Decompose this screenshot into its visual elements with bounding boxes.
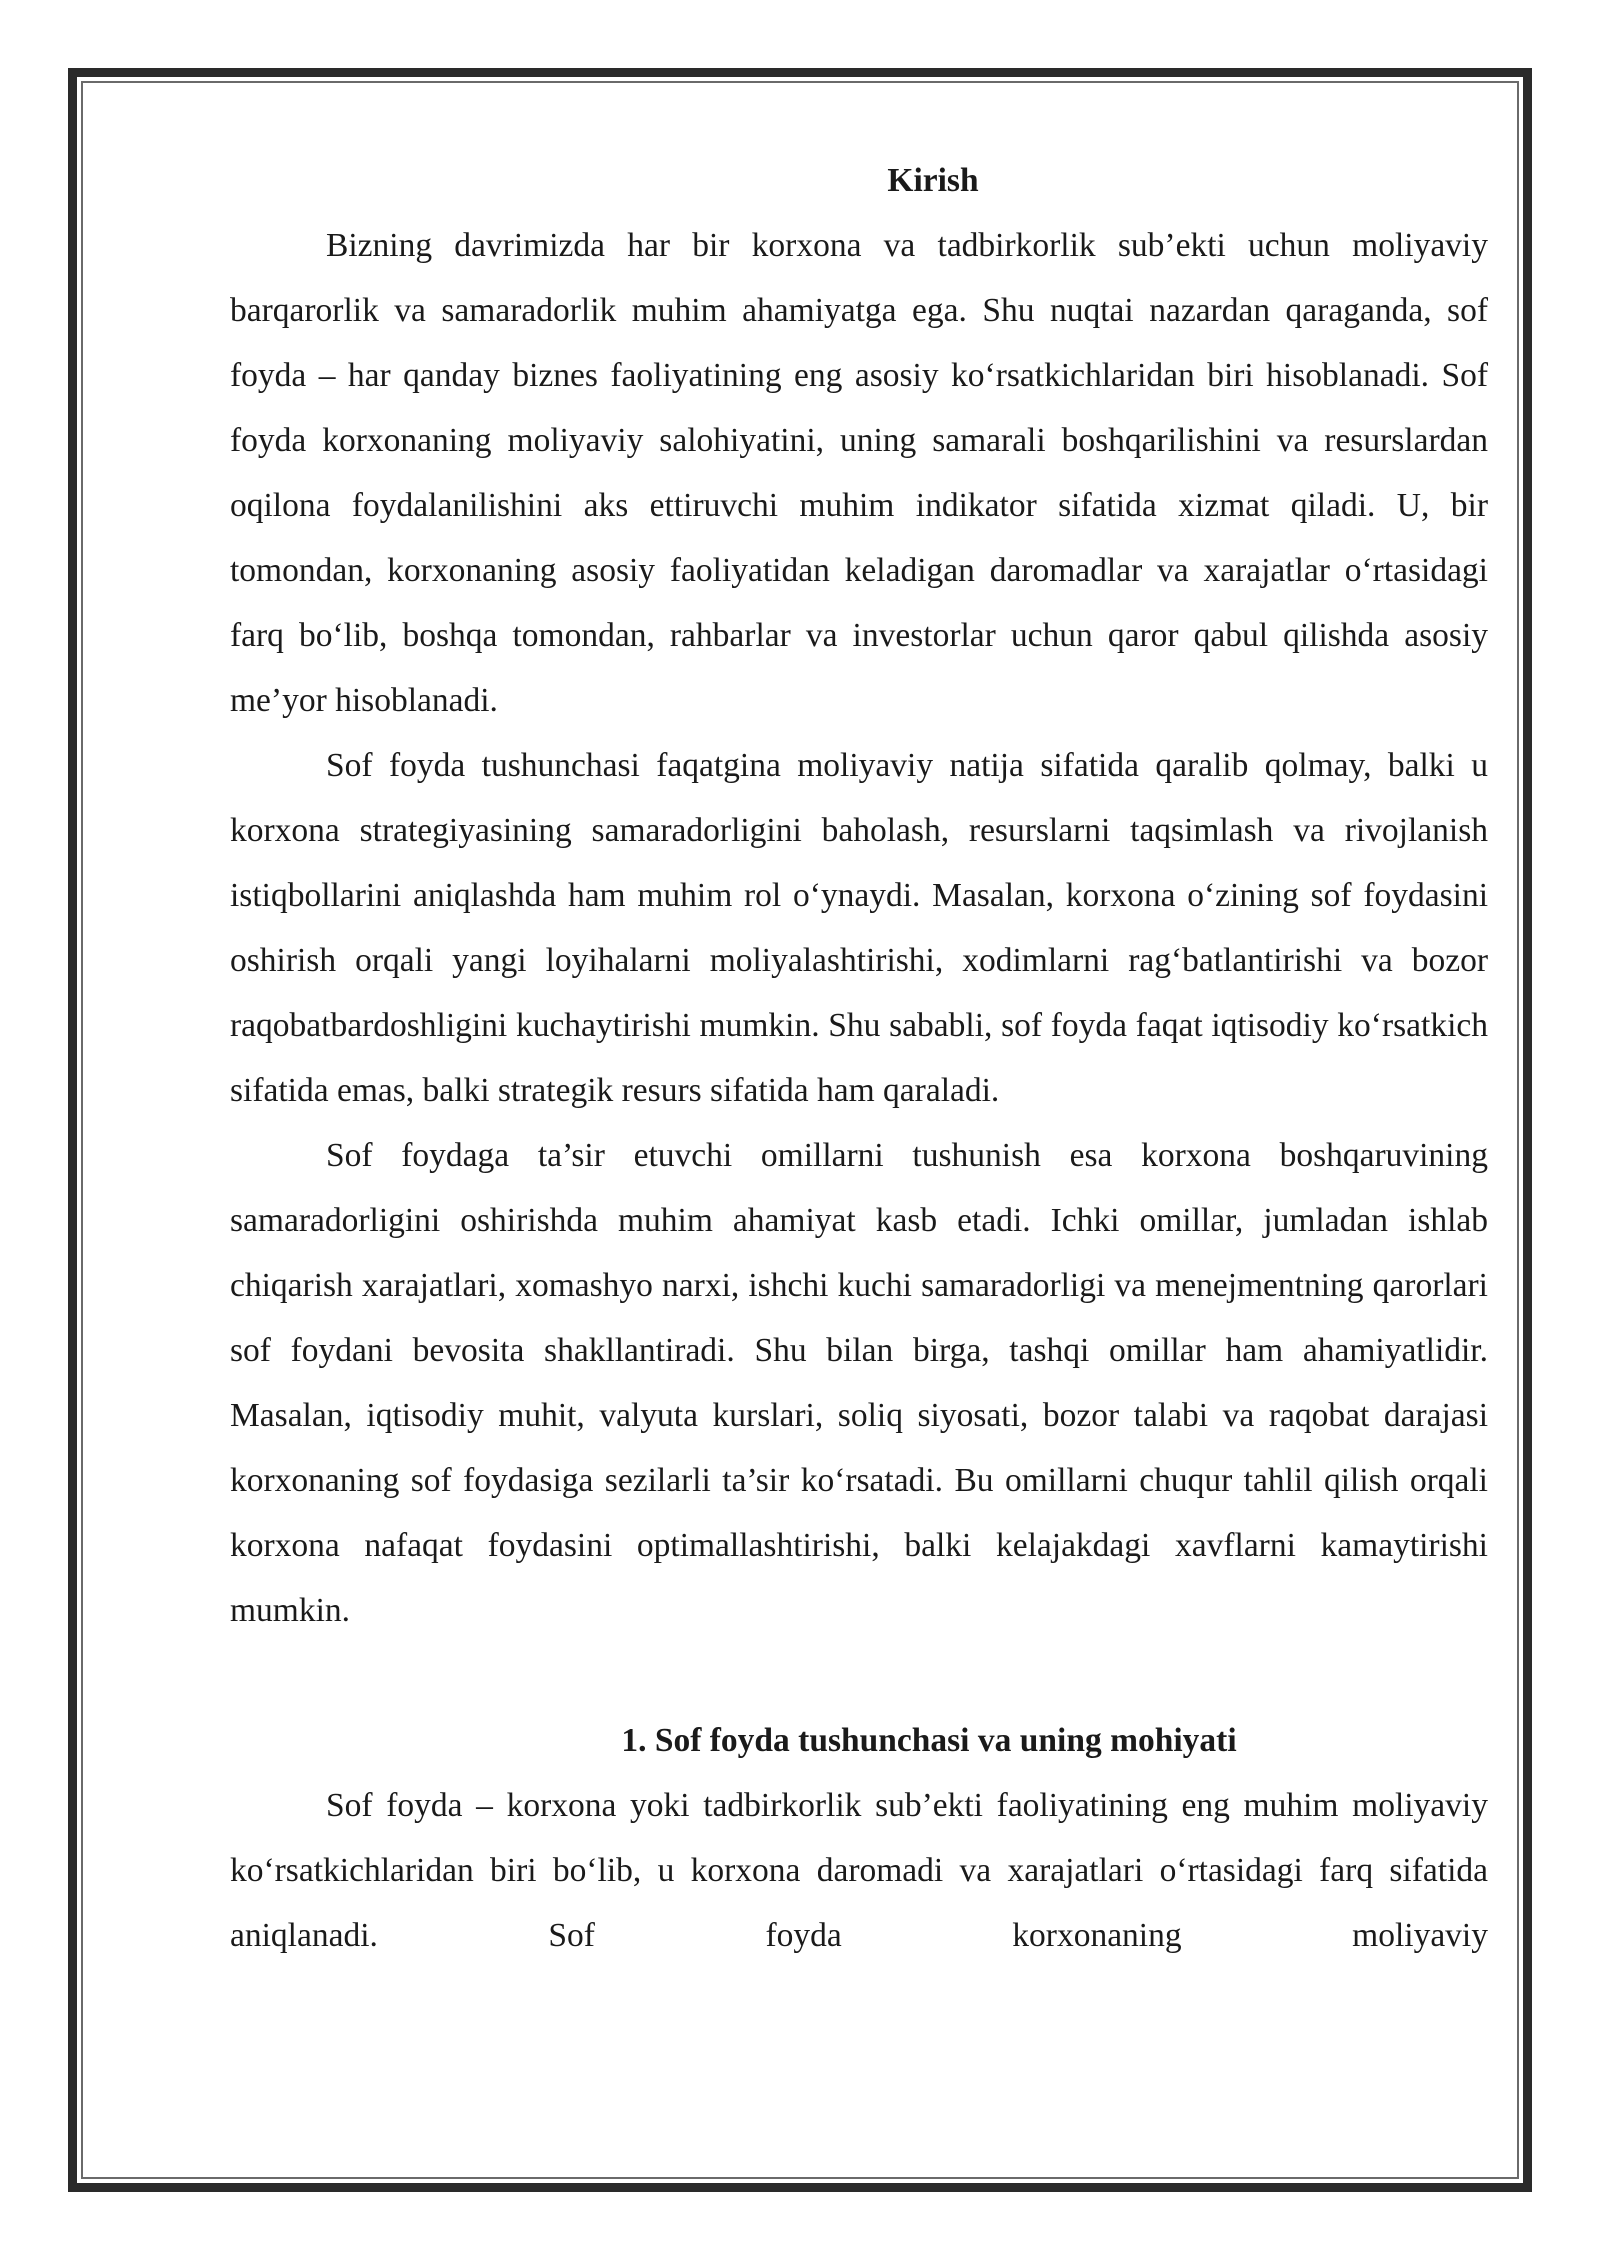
document-body	[230, 148, 1488, 1968]
section-paragraph: Sof foyda – korxona yoki tadbirkorlik sub’ekti faoliyatining eng muhim moliyaviy ko‘rsatkichlaridan biri bo‘lib, u korxona daromadi va xarajatlari o‘rtasidagi farq sifatida aniqlanadi. Sof foyda korxonaning moliyaviy	[230, 1787, 1488, 1954]
intro-paragraph: Sof foydaga ta’sir etuvchi omillarni tushunish esa korxona boshqaruvining samaradorligini oshirishda muhim ahamiyat kasb etadi. Ichki omillar, jumladan ishlab chiqarish xarajatlari, xomashyo narxi, ishchi kuchi samaradorligi va menejmentning qarorlari sof foydani bevosita shakllantiradi. Shu bilan birga, tashqi omillar ham ahamiyatlidir. Masalan, iqtisodiy muhit, valyuta kurslari, soliq siyosati, bozor talabi va raqobat darajasi korxonaning sof foydasiga sezilarli ta’sir ko‘rsatadi. Bu omillarni chuqur tahlil qilish orqali korxona nafaqat foydasini optimallashtirishi, balki kelajakdagi xavflarni kamaytirishi mumkin.	[230, 1137, 1488, 1629]
intro-paragraph: Sof foyda tushunchasi faqatgina moliyaviy natija sifatida qaralib qolmay, balki u korxona strategiyasining samaradorligini baholash, resurslarni taqsimlash va rivojlanish istiqbollarini aniqlashda ham muhim rol o‘ynaydi. Masalan, korxona o‘zining sof foydasini oshirish orqali yangi loyihalarni moliyalashtirishi, xodimlarni rag‘batlantirishi va bozor raqobatbardoshligini kuchaytirishi mumkin. Shu sababli, sof foyda faqat iqtisodiy ko‘rsatkich sifatida emas, balki strategik resurs sifatida ham qaraladi.	[230, 747, 1488, 1109]
intro-heading: Kirish	[887, 162, 979, 199]
intro-paragraph: Bizning davrimizda har bir korxona va tadbirkorlik sub’ekti uchun moliyaviy barqarorlik va samaradorlik muhim ahamiyatga ega. Shu nuqtai nazardan qaraganda, sof foyda – har qanday biznes faoliyatining eng asosiy ko‘rsatkichlaridan biri hisoblanadi. Sof foyda korxonaning moliyaviy salohiyatini, uning samarali boshqarilishini va resurslardan oqilona foydalanilishini aks ettiruvchi muhim indikator sifatida xizmat qiladi. U, bir tomondan, korxonaning asosiy faoliyatidan keladigan daromadlar va xarajatlar o‘rtasidagi farq bo‘lib, boshqa tomondan, rahbarlar va investorlar uchun qaror qabul qilishda asosiy me’yor hisoblanadi.	[230, 227, 1488, 719]
section-heading: 1. Sof foyda tushunchasi va uning mohiyati	[621, 1722, 1237, 1759]
